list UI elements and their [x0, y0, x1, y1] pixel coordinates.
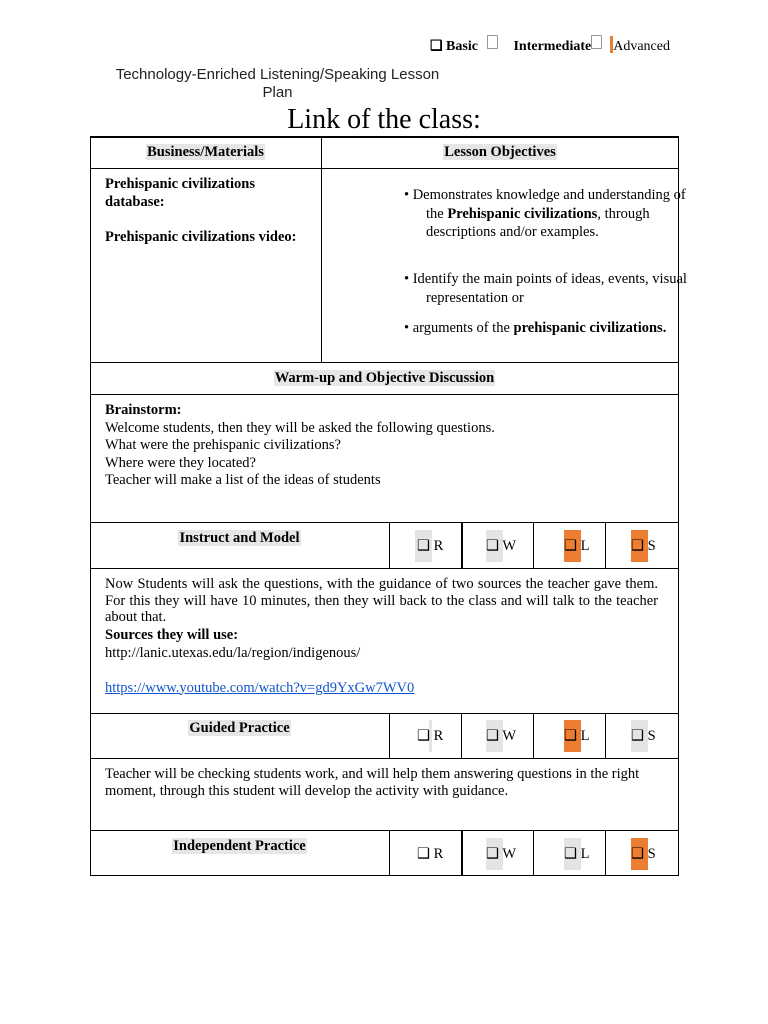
warmup-line: Teacher will make a list of the ideas of students: [105, 472, 381, 488]
warmup-content: [105, 402, 665, 490]
materials-database-item: Prehispanic civilizations database:: [105, 176, 255, 210]
lesson-objectives-header: [321, 144, 679, 161]
skill-label: ❑ S: [631, 846, 656, 862]
lesson-plan-table: [90, 136, 687, 876]
warmup-header: [90, 370, 679, 387]
level-basic-option[interactable]: ❑ Basic: [430, 39, 478, 54]
table-border: [389, 713, 390, 759]
table-border: [605, 713, 606, 759]
objective-text: • Identify the main points of ideas, events, visual representation or: [404, 271, 687, 306]
table-border: [90, 362, 679, 363]
objective-text: , through descriptions and/or examples.: [426, 205, 650, 240]
skill-label: ❑ W: [486, 846, 517, 862]
skill-label: ❑ W: [486, 538, 517, 554]
skill-label: ❑ L: [564, 728, 590, 744]
header-label: Business/Materials: [147, 144, 264, 160]
sources-label: Sources they will use:: [105, 626, 239, 643]
table-border: [678, 136, 679, 876]
header-label: Lesson Objectives: [444, 144, 556, 160]
page-title: [85, 66, 470, 102]
skill-label: ❑ L: [564, 538, 590, 554]
table-border: [533, 522, 534, 569]
warmup-line: Welcome students, then they will be asked the following questions.: [105, 419, 495, 436]
checkbox-icon[interactable]: [591, 35, 602, 49]
objective-item: [404, 319, 691, 338]
title-line: Plan: [262, 84, 293, 101]
level-selector: [430, 35, 670, 55]
business-materials-header: [90, 144, 321, 161]
skill-label: ❑ L: [564, 846, 590, 862]
skill-label: ❑ R: [417, 728, 444, 744]
instruct-model-header: [90, 530, 389, 547]
skill-label: ❑ S: [631, 538, 656, 554]
objective-text: • Demonstrates knowledge and understanding of the: [404, 187, 686, 222]
table-border: [90, 875, 679, 876]
table-border: [533, 830, 534, 876]
table-border: [389, 830, 390, 876]
objective-bold-text: prehispanic civilizations.: [513, 320, 667, 336]
materials-video-item: Prehispanic civilizations video:: [105, 229, 297, 245]
objective-item: [404, 186, 691, 242]
objective-text: • arguments of the: [404, 320, 514, 336]
skill-label: ❑ W: [486, 728, 517, 744]
table-border: [90, 136, 679, 138]
title-line: Technology-Enriched Listening/Speaking Lesson: [115, 66, 440, 83]
header-label: Warm-up and Objective Discussion: [274, 370, 495, 386]
table-border: [321, 136, 322, 362]
skill-label: ❑ R: [417, 846, 444, 862]
objective-item: [404, 270, 691, 307]
header-label: Guided Practice: [189, 720, 290, 736]
table-border: [90, 758, 679, 759]
skill-label: ❑ S: [631, 728, 656, 744]
table-border: [605, 522, 606, 569]
table-border: [461, 830, 463, 876]
table-border: [90, 830, 679, 831]
table-border: [605, 830, 606, 876]
warmup-line: Where were they located?: [105, 454, 256, 471]
guided-practice-header: [90, 720, 389, 737]
checkbox-icon[interactable]: [487, 35, 498, 49]
instruct-body: Now Students will ask the questions, with the guidance of two sources the teacher gave them. For this they will have 10 minutes, then they will back to the class and will talk to the teacher about that.: [105, 576, 658, 625]
table-border: [90, 394, 679, 395]
header-label: Instruct and Model: [179, 530, 300, 546]
table-border: [90, 568, 679, 569]
youtube-link[interactable]: https://www.youtube.com/watch?v=gd9YxGw7WV0: [105, 679, 415, 696]
objective-bold-text: Prehispanic civilizations: [447, 205, 598, 222]
independent-practice-header: [90, 838, 389, 855]
link-of-class-heading: Link of the class:: [287, 104, 481, 135]
instruct-content: [105, 576, 658, 696]
table-border: [90, 522, 679, 523]
level-intermediate-option[interactable]: Intermediate: [513, 39, 592, 54]
table-border: [90, 713, 679, 714]
table-border: [461, 522, 463, 569]
brainstorm-label: Brainstorm:: [105, 402, 182, 418]
source-url-text: http://lanic.utexas.edu/la/region/indigenous/: [105, 645, 361, 661]
table-border: [389, 522, 390, 569]
skill-label: ❑ R: [417, 538, 444, 554]
table-border: [533, 713, 534, 759]
guided-content: Teacher will be checking students work, and will help them answering questions in the right moment, through this student will develop the activity with guidance.: [105, 766, 640, 799]
table-border: [90, 168, 679, 169]
header-label: Independent Practice: [173, 838, 306, 854]
warmup-line: What were the prehispanic civilizations?: [105, 437, 341, 453]
level-advanced-option[interactable]: Advanced: [613, 39, 670, 54]
table-border: [90, 136, 91, 876]
table-border: [461, 713, 462, 759]
